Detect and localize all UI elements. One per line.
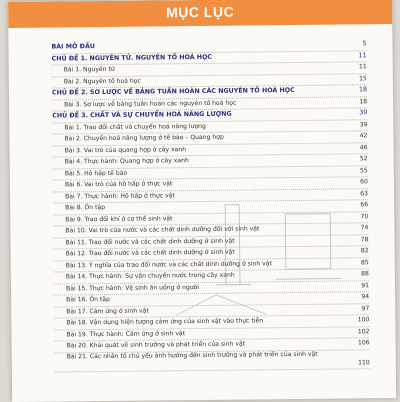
- toc-entry-title: Bài 14. Thực hành: Sự vận chuyển nước trong cây xanh: [54, 271, 235, 283]
- toc-page-number: 74: [361, 223, 369, 234]
- toc-page-number: 52: [360, 154, 368, 165]
- toc-page-number: 39: [359, 120, 367, 131]
- toc-entry-title: Bài 16. Ôn tập: [54, 295, 110, 306]
- toc-page-number: 11: [359, 62, 367, 73]
- toc-entry-title: Bài 15. Thực hành: Vệ sinh ăn uống ở người: [54, 283, 199, 295]
- toc-page-number: 5: [362, 39, 366, 50]
- toc-page-number: 39: [359, 108, 367, 119]
- toc-page-number: 46: [360, 143, 368, 154]
- toc-page-number: 97: [361, 304, 369, 315]
- toc-entry-title: CHỦ ĐỀ 3. CHẤT VÀ SỰ CHUYỂN HOÁ NĂNG LƯỢNG: [52, 110, 232, 122]
- toc-entry-title: Bài 5. Hô hấp tế bào: [53, 168, 127, 179]
- toc-page-number: 70: [360, 212, 368, 223]
- toc-entry-title: Bài 2. Chuyển hoá năng lượng ở tế bào – Quang hợp: [52, 133, 224, 145]
- toc-entry-title: Bài 21. Các nhân tố chủ yếu ảnh hưởng đến sinh trưởng và phát triển của sinh vật: [55, 350, 322, 361]
- toc-page-number: 63: [360, 189, 368, 200]
- toc-entry-title: Bài 3. Sơ lược về bảng tuần hoàn các nguyên tố hoá học: [52, 98, 236, 110]
- toc-page-number: 66: [360, 200, 368, 211]
- toc-entry-title: Bài 11. Trao đổi nước và các chất dinh dưỡng ở sinh vật: [53, 236, 234, 248]
- toc-page-number: 18: [359, 97, 367, 108]
- toc-entry-title: CHỦ ĐỀ 2. SƠ LƯỢC VỀ BẢNG TUẦN HOÀN CÁC NGUYÊN TỐ HOÁ HỌC: [52, 86, 295, 99]
- toc-page-number: 100: [358, 315, 370, 326]
- toc-page-number: 110: [358, 359, 370, 368]
- toc-page-number: 85: [361, 258, 369, 269]
- toc-page-number: 102: [358, 327, 370, 338]
- toc-entry-title: Bài 10. Vai trò của nước và các chất dinh dưỡng đối với sinh vật: [53, 224, 259, 237]
- toc-entry-title: Bài 1. Nguyên tử: [52, 65, 115, 76]
- toc-page-number: 88: [361, 269, 369, 280]
- toc-page-number: 55: [360, 166, 368, 177]
- toc-entry-title: Bài 7. Thực hành: Hô hấp ở thực vật: [53, 191, 175, 203]
- toc-page-number: 15: [359, 74, 367, 85]
- toc-entry-title: BÀI MỞ ĐẦU: [51, 42, 95, 53]
- toc-page-number: 82: [361, 246, 369, 257]
- page-header-banner: [8, 0, 392, 28]
- toc-page-number: 78: [361, 235, 369, 246]
- toc-page-number: 91: [361, 281, 369, 292]
- toc-page-number: 60: [360, 177, 368, 188]
- toc-lesson-row[interactable]: [55, 350, 370, 372]
- toc-page-number: 11: [359, 51, 367, 62]
- table-of-contents: [51, 39, 369, 372]
- toc-page-number: 18: [359, 85, 367, 96]
- toc-entry-title: Bài 6. Vai trò của hô hấp ở thực vật: [53, 179, 172, 191]
- toc-page-number: 42: [360, 131, 368, 142]
- toc-entry-title: Bài 1. Trao đổi chất và chuyển hoá năng lượng: [52, 121, 206, 133]
- toc-entry-title: CHỦ ĐỀ 1. NGUYÊN TỬ. NGUYÊN TỐ HOÁ HỌC: [52, 52, 213, 64]
- toc-entry-title: Bài 3. Vai trò của quang hợp ở cây xanh: [53, 145, 187, 157]
- page-title: MỤC LỤC: [8, 2, 392, 22]
- toc-entry-title: Bài 12. Trao đổi nước và các chất dinh dưỡng ở sinh vật: [54, 248, 235, 260]
- toc-entry-title: Bài 8. Ôn tập: [53, 203, 105, 214]
- toc-page-number: 94: [361, 292, 369, 303]
- toc-entry-title: Bài 2. Nguyên tố hoá học: [52, 76, 141, 87]
- toc-entry-title: Bài 13. Ý nghĩa của trao đổi nước và các chất dinh dưỡng ở sinh vật: [54, 259, 272, 272]
- toc-entry-title: Bài 9. Trao đổi khí ở cơ thể sinh vật: [53, 214, 172, 226]
- toc-entry-title: Bài 18. Vận dụng hiện tượng cảm ứng của sinh vật vào thực tiễn: [54, 316, 263, 329]
- toc-entry-title: Bài 17. Cảm ứng ở sinh vật: [54, 306, 149, 317]
- toc-page-number: 106: [358, 338, 370, 349]
- toc-entry-title: Bài 20. Khái quát về sinh trưởng và phát triển của sinh vật: [55, 340, 246, 352]
- book-page: [8, 0, 396, 402]
- toc-entry-title: Bài 19. Thực hành: Cảm ứng ở sinh vật: [54, 329, 185, 341]
- toc-entry-title: Bài 4. Thực hành: Quang hợp ở cây xanh: [53, 156, 189, 168]
